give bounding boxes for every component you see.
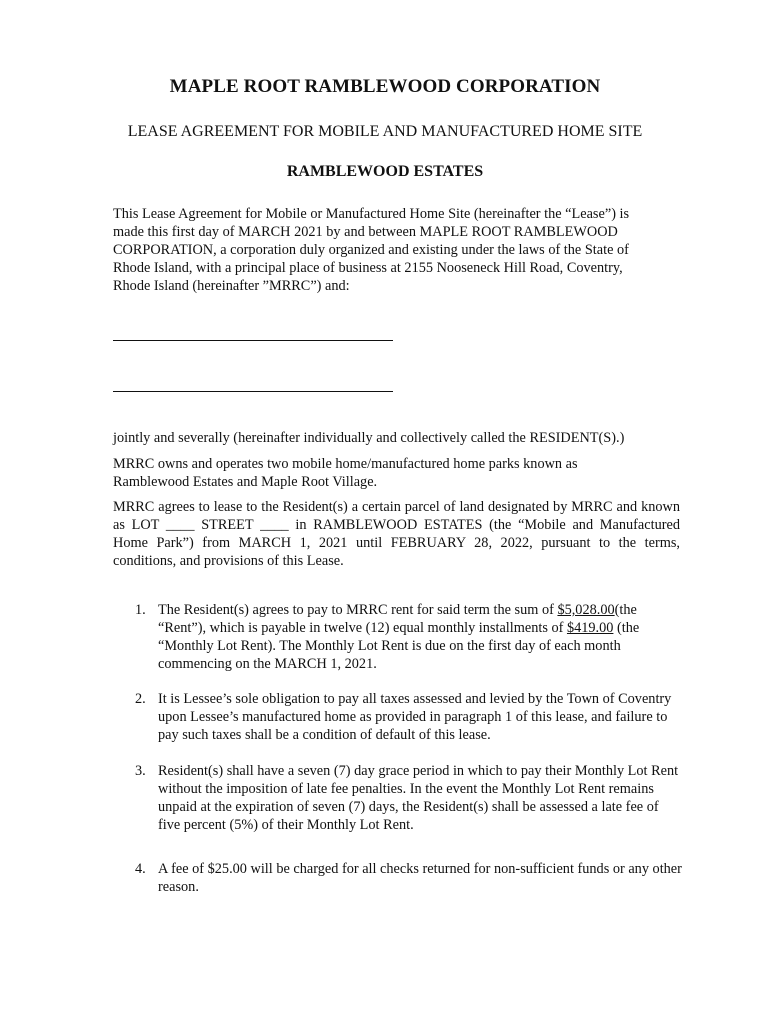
monthly-rent-amount: $419.00 — [566, 620, 614, 636]
total-rent-amount: $5,028.00 — [557, 602, 615, 618]
resident-signature-line-2[interactable] — [113, 391, 393, 392]
jointly-severally-paragraph: jointly and severally (hereinafter individually and collectively called the RESIDENT(S).) — [113, 430, 625, 446]
grace-period-clause: Resident(s) shall have a seven (7) day grace period in which to pay their Monthly Lot Rent without the imposition of late fee penalties. In the event the Monthly Lot Rent remains unpaid at the expiration of seven (7) days, the Resident(s) shall be assessed a late fee of five percent (5%) of their Monthly Lot Rent. — [158, 763, 679, 833]
item-number: 3. — [135, 763, 146, 779]
park-name-heading: RAMBLEWOOD ESTATES — [286, 163, 484, 180]
item-number: 4. — [135, 861, 146, 877]
returned-check-clause: A fee of $25.00 will be charged for all checks returned for non-sufficient funds or any other reason. — [158, 861, 682, 895]
ownership-paragraph: MRRC owns and operates two mobile home/manufactured home parks known as Ramblewood Estates and Maple Root Village. — [113, 456, 578, 490]
document-subtitle: LEASE AGREEMENT FOR MOBILE AND MANUFACTURED HOME SITE — [127, 123, 643, 140]
resident-signature-line-1[interactable] — [113, 340, 393, 341]
company-title: MAPLE ROOT RAMBLEWOOD CORPORATION — [169, 76, 601, 97]
lease-agreement-paragraph: MRRC agrees to lease to the Resident(s) a certain parcel of land designated by MRRC and known as LOT ____ STREET ____ in RAMBLEWOOD ESTATES (the “Mobile and Manufactured Home Park”) from MARCH 1, 2021 until FEBRUARY 28, 2022, pursuant to the terms, conditions, and provisions of this Lease. — [113, 499, 680, 569]
item-number: 2. — [135, 691, 146, 707]
taxes-clause: It is Lessee’s sole obligation to pay all taxes assessed and levied by the Town of Coventry upon Lessee’s manufactured home as provided in paragraph 1 of this lease, and failure to pay such taxes shall be a condition of default of this lease. — [158, 691, 672, 743]
intro-paragraph: This Lease Agreement for Mobile or Manufactured Home Site (hereinafter the “Lease”) is made this first day of MARCH 2021 by and between MAPLE ROOT RAMBLEWOOD CORPORATION, a corporation duly organized and existing under the laws of the State of Rhode Island, with a principal place of business at 2155 Nooseneck Hill Road, Coventry, Rhode Island (hereinafter ”MRRC”) and: — [113, 206, 630, 294]
rent-clause: The Resident(s) agrees to pay to MRRC rent for said term the sum of $5,028.00(the “Rent”), which is payable in twelve (12) equal monthly installments of $419.00 (the “Monthly Lot Rent). The Monthly Lot Rent is due on the first day of each month commencing on the MARCH 1, 2021. — [158, 602, 640, 672]
item-number: 1. — [135, 602, 146, 618]
